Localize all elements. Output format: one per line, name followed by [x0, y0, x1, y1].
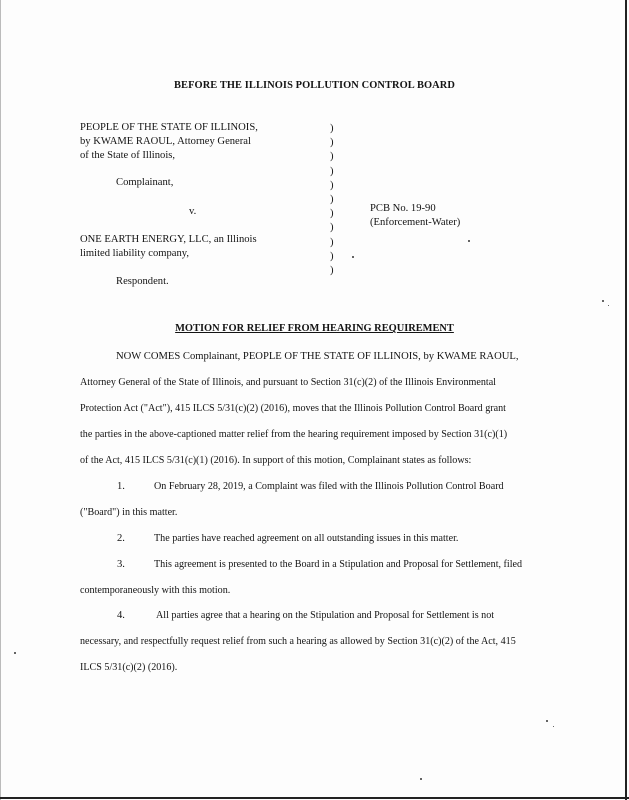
scan-edge-bottom	[0, 797, 629, 799]
caption-paren: )	[330, 179, 334, 191]
caption-paren: )	[330, 222, 334, 234]
caption-paren: )	[330, 193, 334, 205]
caption-paren: )	[330, 123, 334, 134]
item-line: ILCS 5/31(c)(2) (2016).	[80, 662, 178, 673]
scan-speck	[14, 652, 16, 654]
case-number: PCB No. 19-90	[370, 203, 436, 214]
item-line: All parties agree that a hearing on the Stipulation and Proposal for Settlement is not	[156, 610, 495, 621]
item-line: On February 28, 2019, a Complaint was filed with the Illinois Pollution Control Board	[154, 481, 504, 492]
intro-line: NOW COMES Complainant, PEOPLE OF THE STATE OF ILLINOIS, by KWAME RAOUL,	[116, 351, 519, 362]
scan-speck	[468, 240, 470, 242]
complainant-label: Complainant,	[116, 177, 174, 188]
item-line: necessary, and respectfully request relief from such a hearing as allowed by Section 31(c)(2) of the Act, 415	[80, 636, 516, 647]
scan-speck	[553, 726, 554, 727]
plaintiff-line-1: PEOPLE OF THE STATE OF ILLINOIS,	[80, 122, 258, 133]
plaintiff-line-2: by KWAME RAOUL, Attorney General	[80, 136, 251, 147]
motion-title-text: MOTION FOR RELIEF FROM HEARING REQUIREMENT	[175, 323, 454, 334]
scan-speck	[420, 778, 422, 780]
item-number: 2.	[117, 533, 125, 544]
case-type: (Enforcement-Water)	[370, 217, 461, 228]
intro-line: of the Act, 415 ILCS 5/31(c)(1) (2016). In support of this motion, Complainant states as follows:	[80, 455, 472, 466]
item-line: The parties have reached agreement on all outstanding issues in this matter.	[154, 533, 459, 544]
item-number: 3.	[117, 559, 125, 570]
caption-paren: )	[330, 264, 334, 276]
motion-title	[0, 323, 629, 334]
scan-speck	[608, 305, 609, 306]
item-line: This agreement is presented to the Board in a Stipulation and Proposal for Settlement, filed	[154, 559, 523, 570]
scan-speck	[352, 256, 354, 258]
scan-edge-left	[0, 0, 1, 800]
versus-label: v.	[189, 206, 197, 217]
item-number: 1.	[117, 481, 125, 492]
intro-line: Protection Act ("Act"), 415 ILCS 5/31(c)(2) (2016), moves that the Illinois Pollution Control Board grant	[80, 403, 506, 414]
caption-paren: )	[330, 137, 334, 149]
intro-line: the parties in the above-captioned matter relief from the hearing requirement imposed by Section 31(c)(1)	[80, 429, 508, 440]
caption-paren: )	[330, 165, 334, 177]
item-line: ("Board") in this matter.	[80, 507, 178, 518]
caption-paren: )	[330, 151, 334, 163]
caption-paren: )	[330, 208, 334, 220]
item-line: contemporaneously with this motion.	[80, 585, 231, 596]
board-heading: BEFORE THE ILLINOIS POLLUTION CONTROL BOARD	[174, 80, 455, 91]
caption-paren-column	[330, 122, 342, 278]
defendant-line-2: limited liability company,	[80, 248, 190, 259]
scan-speck	[546, 720, 548, 722]
caption-paren: )	[330, 236, 334, 248]
scan-edge-right	[625, 0, 627, 800]
plaintiff-line-3: of the State of Illinois,	[80, 150, 176, 161]
scan-speck	[602, 300, 604, 302]
intro-line: Attorney General of the State of Illinois, and pursuant to Section 31(c)(2) of the Illinois Environmental	[80, 377, 496, 388]
item-number: 4.	[117, 610, 125, 621]
respondent-label: Respondent.	[116, 276, 169, 287]
defendant-line-1: ONE EARTH ENERGY, LLC, an Illinois	[80, 234, 257, 245]
caption-paren: )	[330, 250, 334, 262]
